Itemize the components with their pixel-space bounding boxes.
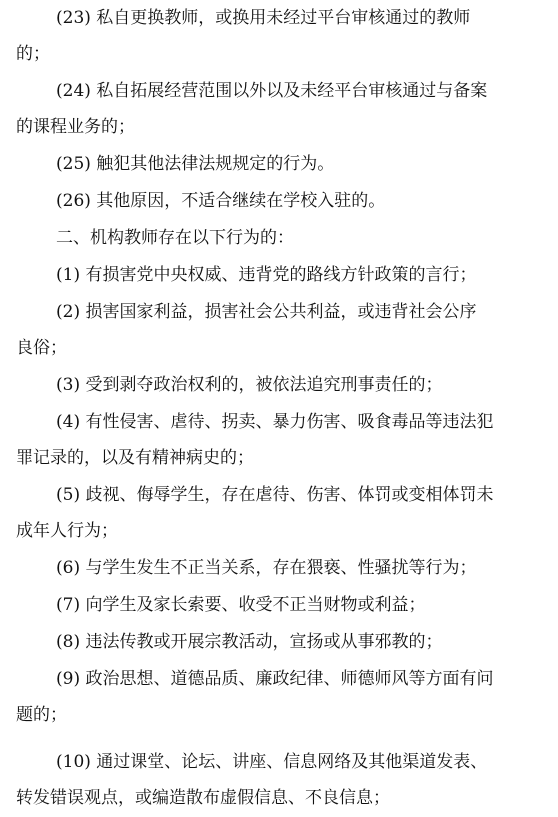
text-line-9-b: 题的； [16,705,67,725]
text-line-2-a: (2) 损害国家利益，损害社会公共利益，或违背社会公序 [56,302,477,322]
text-line-24-a: (24) 私自拓展经营范围以外以及未经平台审核通过与备案 [56,81,488,101]
text-line-4-b: 罪记录的，以及有精神病史的； [16,448,254,468]
text-line-2-b: 良俗； [16,338,67,358]
text-line-9-a: (9) 政治思想、道德品质、廉政纪律、师德师风等方面有问 [56,669,494,689]
text-line-24-b: 的课程业务的； [16,117,135,137]
text-line-3: (3) 受到剥夺政治权利的，被依法追究刑事责任的； [56,375,443,395]
text-line-1: (1) 有损害党中央权威、违背党的路线方针政策的言行； [56,265,477,285]
text-line-25: (25) 触犯其他法律法规规定的行为。 [56,154,335,174]
text-line-10-a: (10) 通过课堂、论坛、讲座、信息网络及其他渠道发表、 [56,752,488,772]
text-line-8: (8) 违法传教或开展宗教活动，宣扬或从事邪教的； [56,632,443,652]
text-line-23-b: 的； [16,44,50,64]
section-heading-2: 二、机构教师存在以下行为的： [56,228,294,248]
text-line-10-b: 转发错误观点，或编造散布虚假信息、不良信息； [16,788,390,808]
text-line-26: (26) 其他原因，不适合继续在学校入驻的。 [56,191,386,211]
text-line-6: (6) 与学生发生不正当关系，存在猥亵、性骚扰等行为； [56,558,477,578]
text-line-5-a: (5) 歧视、侮辱学生，存在虐待、伤害、体罚或变相体罚未 [56,485,494,505]
text-line-4-a: (4) 有性侵害、虐待、拐卖、暴力伤害、吸食毒品等违法犯 [56,412,494,432]
text-line-5-b: 成年人行为； [16,521,118,541]
text-line-23-a: (23) 私自更换教师，或换用未经过平台审核通过的教师 [56,8,471,28]
text-line-7: (7) 向学生及家长索要、收受不正当财物或利益； [56,595,426,615]
